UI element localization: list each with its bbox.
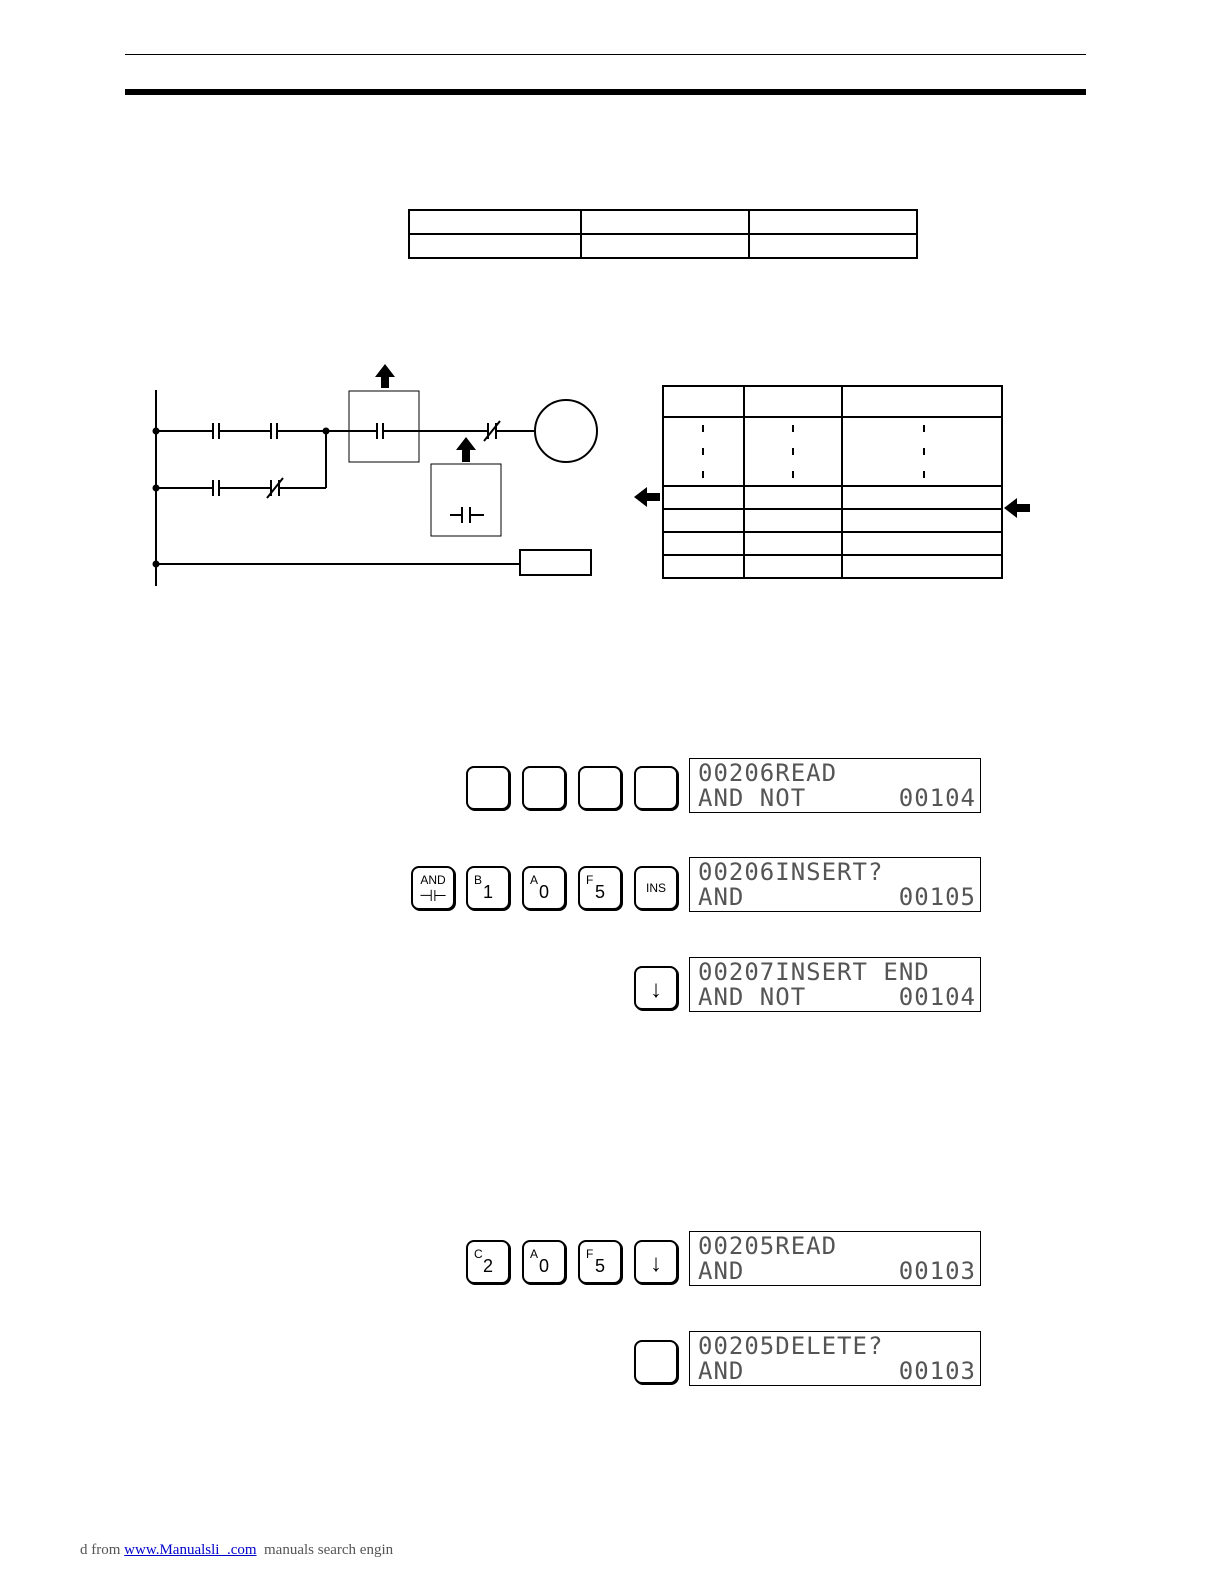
lcd-line-2-right: 00104	[898, 784, 976, 812]
lcd-display	[689, 758, 981, 813]
lcd-line-1: 00205DELETE?	[698, 1332, 884, 1360]
blank-key[interactable]	[634, 1340, 678, 1384]
blank-key[interactable]	[522, 766, 566, 810]
empty-table	[408, 209, 918, 259]
down-arrow-key[interactable]	[634, 966, 678, 1010]
blank-key[interactable]	[634, 766, 678, 810]
and-key[interactable]	[411, 866, 455, 910]
table-cell	[581, 210, 749, 234]
key-0[interactable]	[522, 1240, 566, 1284]
lcd-line-2-left: AND	[698, 883, 745, 911]
lcd-line-1: 00206INSERT?	[698, 858, 884, 886]
and-contact-icon: ⊣⊢	[419, 888, 447, 905]
table-cell	[749, 210, 917, 234]
key-label: 1	[482, 882, 493, 902]
lcd-line-1: 00206READ	[698, 759, 838, 787]
lcd-line-2-right: 00103	[898, 1257, 976, 1285]
blank-key[interactable]	[578, 766, 622, 810]
key-label: AND	[420, 873, 446, 887]
junction-dot	[153, 428, 160, 435]
key-sup: A	[530, 1247, 539, 1261]
output-coil	[535, 400, 597, 462]
lcd-line-2-right: 00105	[898, 883, 976, 911]
footer-prefix: d from	[80, 1542, 125, 1558]
footer-link[interactable]: www.Manualsli .com	[124, 1542, 257, 1558]
key-sup: B	[474, 873, 483, 887]
key-5[interactable]	[578, 866, 622, 910]
key-1[interactable]	[466, 866, 510, 910]
lcd-line-2-right: 00104	[898, 983, 976, 1011]
table-cell	[749, 234, 917, 258]
lcd-line-2-right: 00103	[898, 1357, 976, 1385]
key-label: 5	[594, 1256, 605, 1276]
down-arrow-icon: ↓	[650, 976, 662, 1003]
key-0[interactable]	[522, 866, 566, 910]
left-arrow-icon	[634, 487, 660, 507]
end-instruction-box	[520, 550, 591, 575]
key-5[interactable]	[578, 1240, 622, 1284]
inserted-contact	[450, 507, 484, 523]
contact-no-3	[213, 480, 219, 496]
ellipsis-marks	[703, 425, 924, 478]
junction-dot	[153, 485, 160, 492]
lcd-display	[689, 1231, 981, 1286]
lcd-display	[689, 1331, 981, 1386]
lcd-line-2-left: AND NOT	[698, 983, 807, 1011]
key-label: 0	[538, 882, 549, 902]
lcd-line-1: 00205READ	[698, 1232, 838, 1260]
key-label: INS	[645, 881, 666, 895]
ins-key[interactable]	[634, 866, 678, 910]
table-cell	[409, 234, 581, 258]
header-rule-thick	[125, 89, 1086, 95]
key-2[interactable]	[466, 1240, 510, 1284]
key-label: 5	[594, 882, 605, 902]
lcd-display	[689, 957, 981, 1012]
contact-no-1	[213, 423, 219, 439]
down-arrow-key[interactable]	[634, 1240, 678, 1284]
lcd-line-2-left: AND NOT	[698, 784, 807, 812]
down-arrow-icon: ↓	[650, 1250, 662, 1277]
junction-dot	[323, 428, 330, 435]
up-arrow-icon	[456, 437, 476, 462]
lcd-line-2-left: AND	[698, 1357, 745, 1385]
junction-dot	[153, 561, 160, 568]
key-label: 2	[482, 1256, 493, 1276]
lcd-line-1: 00207INSERT END	[698, 958, 930, 986]
header-rule-thin	[125, 54, 1086, 55]
footer-suffix: manuals search engin	[256, 1542, 394, 1558]
mnemonic-table	[630, 380, 1040, 585]
up-arrow-icon	[375, 364, 395, 388]
lcd-line-2-left: AND	[698, 1257, 745, 1285]
table-row	[409, 234, 917, 258]
key-sup: C	[474, 1247, 483, 1261]
table-cell	[581, 234, 749, 258]
key-sup: F	[586, 1247, 594, 1261]
highlight-box-inserted	[431, 464, 501, 536]
key-sup: A	[530, 873, 539, 887]
footer	[80, 1542, 393, 1559]
table-cell	[409, 210, 581, 234]
lcd-display	[689, 857, 981, 912]
key-label: 0	[538, 1256, 549, 1276]
left-arrow-icon	[1004, 498, 1030, 518]
blank-key[interactable]	[466, 766, 510, 810]
contact-no-boxed	[377, 423, 383, 439]
table-row	[409, 210, 917, 234]
ladder-diagram	[140, 360, 620, 590]
key-sup: F	[586, 873, 594, 887]
contact-no-2	[271, 423, 277, 439]
